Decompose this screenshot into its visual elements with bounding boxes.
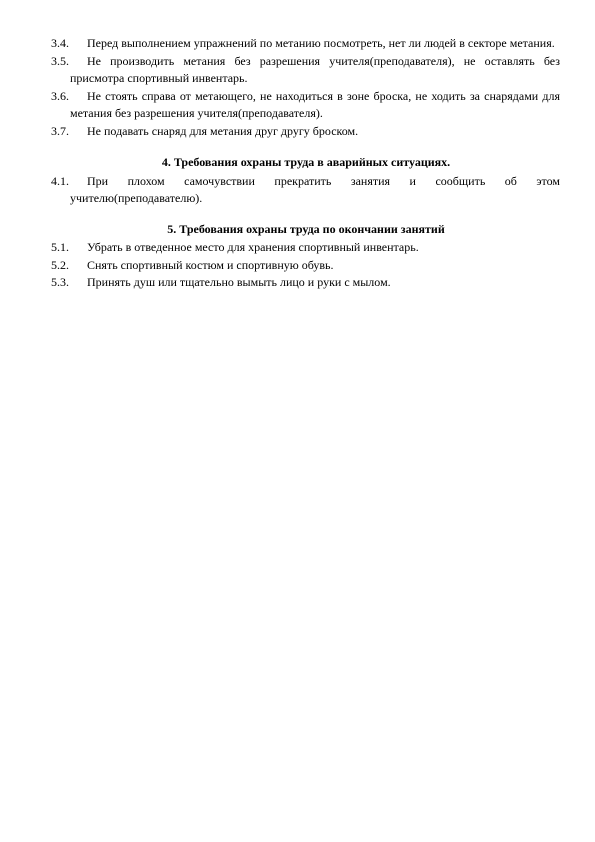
item-text: Не стоять справа от метающего, не находиться в зоне броска, не ходить за снарядами для метания без разрешения учителя(преподавателя). (70, 88, 560, 120)
item-text: Снять спортивный костюм и спортивную обувь. (87, 257, 334, 272)
list-item (52, 173, 560, 208)
section-heading: 4. Требования охраны труда в аварийных ситуациях. (161, 155, 451, 169)
item-number: 3.5. (51, 53, 69, 68)
section-heading: 5. Требования охраны труда по окончании занятий (167, 221, 445, 236)
item-number: 3.6. (51, 88, 69, 103)
item-text: Не производить метания без разрешения учителя(преподавателя), не оставлять без присмотра спортивный инвентарь. (70, 53, 560, 85)
item-text: При плохом самочувствии прекратить занятия и сообщить об этом учителю(преподавателю). (70, 173, 560, 205)
item-number: 5.3. (51, 275, 69, 289)
list-item (52, 123, 560, 141)
item-number: 5.1. (51, 240, 69, 254)
list-item (52, 239, 560, 257)
item-number: 4.1. (51, 173, 69, 188)
list-item (52, 35, 560, 53)
item-number: 3.4. (51, 36, 69, 50)
item-text: Принять душ или тщательно вымыть лицо и руки с мылом. (87, 275, 391, 289)
item-number: 3.7. (51, 123, 69, 138)
list-item (52, 257, 560, 275)
document-body (52, 35, 560, 292)
list-item (52, 88, 560, 123)
list-item (52, 53, 560, 88)
item-text: Перед выполнением упражнений по метанию посмотреть, нет ли людей в секторе метания. (87, 36, 555, 50)
item-text: Убрать в отведенное место для хранения спортивный инвентарь. (87, 240, 419, 254)
item-text: Не подавать снаряд для метания друг другу броском. (87, 123, 359, 138)
list-item (52, 274, 560, 292)
item-number: 5.2. (51, 257, 69, 272)
